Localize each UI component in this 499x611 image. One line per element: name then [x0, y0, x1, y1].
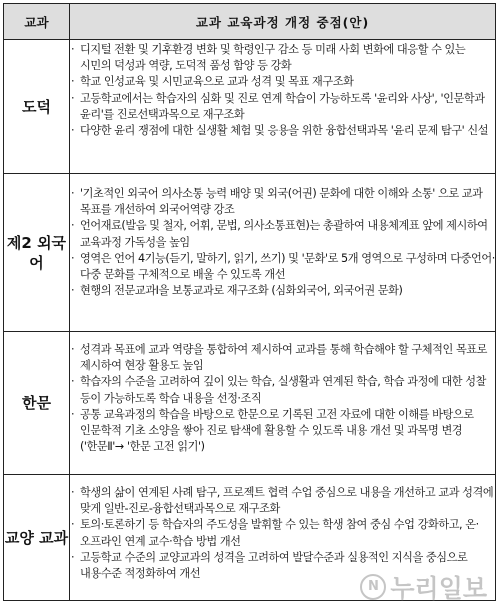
watermark-logo-icon: N [360, 574, 386, 600]
subject-cell [4, 40, 70, 174]
revision-item: · '기초적인 외국어 의사소통 능력 배양 및 외국(어권) 문화에 대한 이해와 소통' 으로 교과 목표를 개선하여 외국어역량 강조 [70, 186, 495, 218]
curriculum-table [3, 3, 496, 601]
revision-item: · 다양한 윤리 쟁점에 대한 실생활 체험 및 응용을 위한 융합선택과목 '윤리 문제 탐구' 신설 [70, 123, 495, 139]
revision-item: · 학습자의 수준을 고려하여 깊이 있는 학습, 실생활과 연계된 학습, 학습 과정에 대한 성찰 등이 가능하도록 학습 내용을 선정·조직 [70, 374, 495, 406]
revision-item: · 학생의 삶이 연계된 사례 탐구, 프로젝트 협력 수업 중심으로 내용을 개선하고 교과 성격에 맞게 일반-진로-융합선택과목으로 재구조화 [70, 485, 495, 517]
revision-item: · 영역은 언어 4기능(듣기, 말하기, 읽기, 쓰기) 및 '문화'로 5개 영역으로 구성하며 다중언어·다중 문화를 구체적으로 배울 수 있도록 개선 [70, 251, 495, 283]
revision-item: · 성격과 목표에 교과 역량을 통합하여 제시하여 교과를 통해 학습해야 할 구체적인 목표로 제시하여 현장 활용도 높임 [70, 342, 495, 374]
revision-content-cell [70, 475, 496, 601]
revision-item-list [70, 186, 495, 299]
revision-content-cell [70, 174, 496, 332]
revision-item: · 학교 인성교육 및 시민교육으로 교과 성격 및 목표 재구조화 [70, 74, 495, 90]
revision-item: · 언어재료(발음 및 철자, 어휘, 문법, 의사소통표현)는 총괄하여 내용체계표 앞에 제시하여 교육과정 가독성을 높임 [70, 218, 495, 250]
header-revision-focus: 교과 교육과정 개정 중점(안) [70, 4, 496, 40]
header-subject: 교과 [4, 4, 70, 40]
revision-item: · 고등학교에서는 학습자의 심화 및 진로 연계 학습이 가능하도록 '윤리와 사상', '인문학과 윤리'를 진로선택과목으로 재구조화 [70, 91, 495, 123]
revision-item-list [70, 42, 495, 139]
table-header-row [4, 4, 496, 40]
table-row [4, 40, 496, 174]
revision-content-cell [70, 332, 496, 475]
revision-item: · 토의·토론하기 등 학습자의 주도성을 발휘할 수 있는 학생 참여 중심 수업 강화하고, 온·오프라인 연계 교수·학습 방법 개선 [70, 517, 495, 549]
subject-name: 제2 외국어 [6, 233, 67, 272]
revision-item: · 고등학교 수준의 교양교과의 성격을 고려하여 발달수준과 실용적인 지식을 중심으로 내용수준 적정화하여 개선 [70, 550, 495, 582]
revision-content-cell [70, 40, 496, 174]
subject-cell [4, 332, 70, 475]
watermark-text: 누리일보 [390, 574, 487, 603]
revision-item-list [70, 342, 495, 455]
revision-item: · 공통 교육과정의 학습을 바탕으로 한문으로 기록된 고전 자료에 대한 이해를 바탕으로 인문학적 기초 소양을 쌓아 진로 탐색에 활용할 수 있도록 내용 개선 및 과목명 변경('한문Ⅱ'→ '한문 고전 읽기') [70, 407, 495, 456]
table-row [4, 332, 496, 475]
subject-cell [4, 174, 70, 332]
subject-name: 도덕 [22, 97, 51, 116]
table-row [4, 475, 496, 601]
table-row [4, 174, 496, 332]
revision-item-list [70, 485, 495, 582]
subject-cell [4, 475, 70, 601]
revision-item: · 현행의 전문교과Ⅰ을 보통교과로 재구조화 (심화외국어, 외국어권 문화) [70, 283, 495, 299]
subject-name: 한문 [22, 394, 51, 412]
subject-name: 교양 교과 [4, 528, 69, 547]
revision-item: · 디지털 전환 및 기후환경 변화 및 학령인구 감소 등 미래 사회 변화에 대응할 수 있는 시민의 덕성과 역량, 도덕적 품성 함양 등 강화 [70, 42, 495, 74]
